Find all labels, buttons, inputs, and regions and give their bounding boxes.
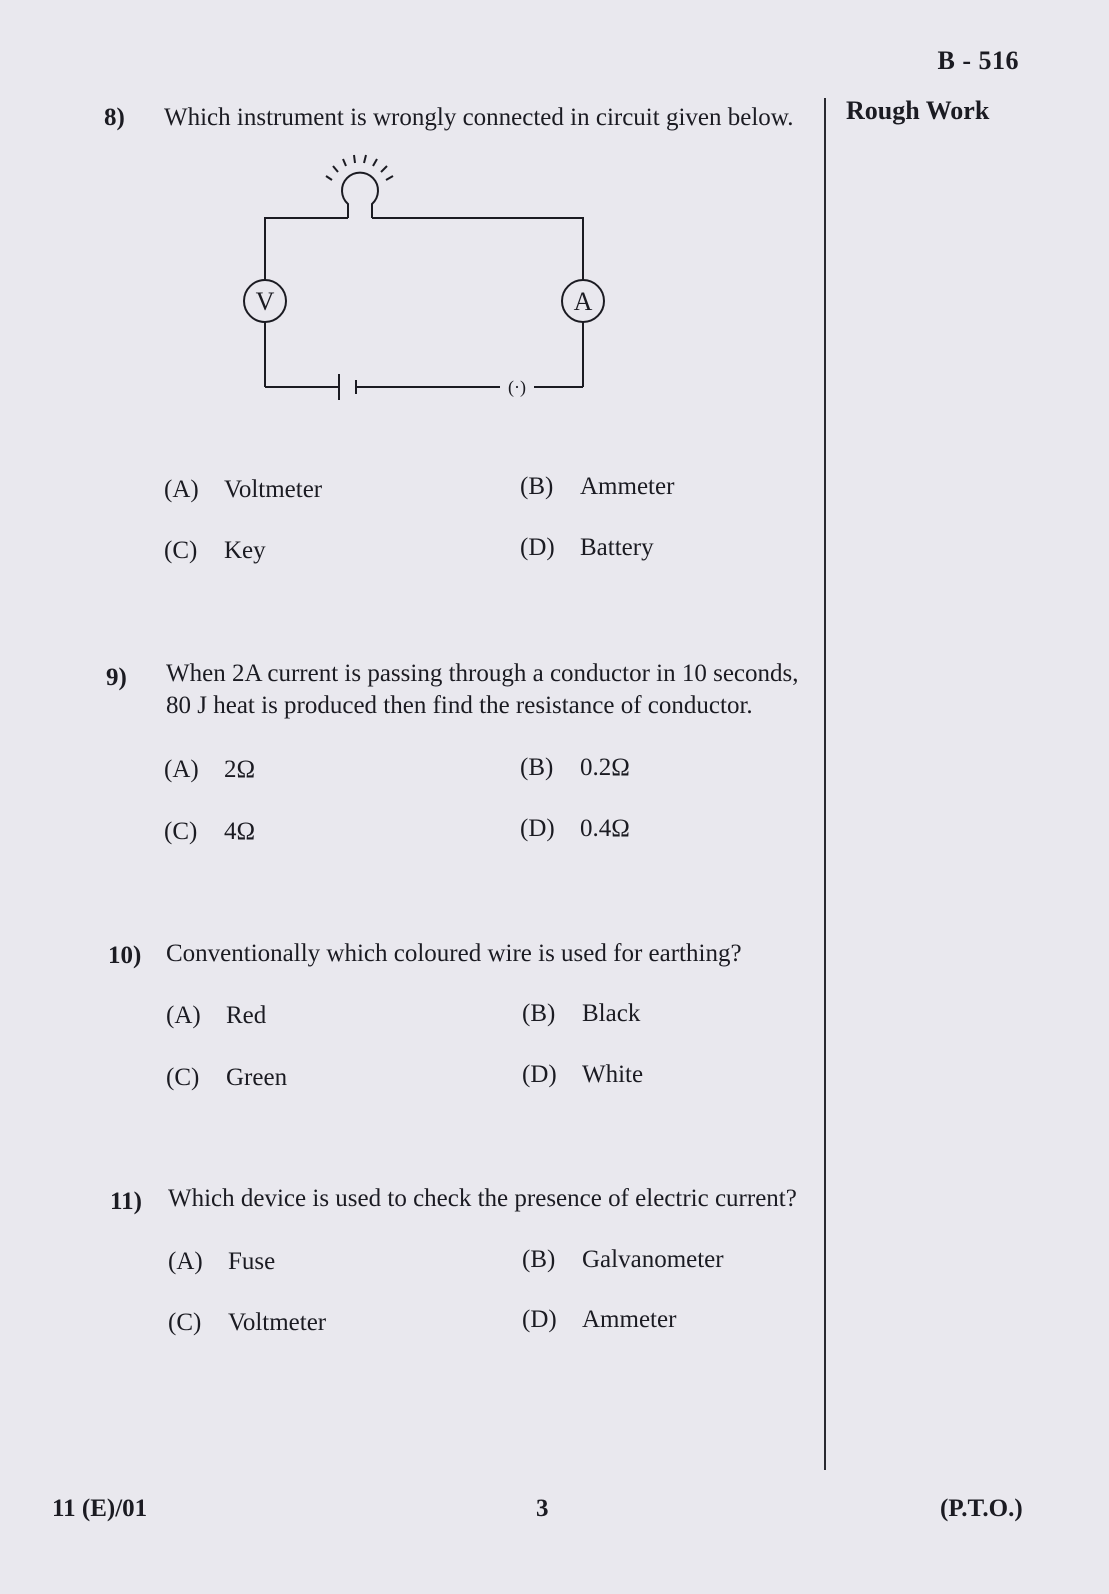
option-a[interactable] — [164, 756, 255, 784]
option-letter: (A) — [164, 476, 199, 503]
option-text: 0.4Ω — [580, 815, 630, 842]
option-letter: (C) — [164, 537, 198, 564]
option-text: Green — [226, 1064, 288, 1091]
option-letter: (D) — [522, 1061, 557, 1088]
option-d[interactable] — [520, 534, 654, 562]
option-text: Battery — [580, 534, 654, 561]
option-letter: (B) — [520, 754, 554, 781]
option-c[interactable] — [168, 1309, 326, 1337]
option-letter: (D) — [520, 815, 555, 842]
question-text-line-2: 80 J heat is produced then find the resistance of conductor. — [166, 692, 753, 719]
option-b[interactable] — [522, 1000, 640, 1028]
question-text: Which device is used to check the presence of electric current? — [168, 1185, 797, 1212]
option-text: Fuse — [228, 1248, 276, 1275]
option-letter: (C) — [166, 1064, 200, 1091]
option-text: 0.2Ω — [580, 754, 630, 781]
rough-work-divider — [824, 98, 826, 1470]
option-letter: (A) — [164, 756, 199, 783]
option-letter: (C) — [168, 1309, 202, 1336]
option-letter: (B) — [522, 1000, 556, 1027]
option-letter: (C) — [164, 818, 198, 845]
option-letter: (D) — [522, 1306, 557, 1333]
option-text: Ammeter — [582, 1306, 677, 1333]
ammeter-symbol — [562, 280, 604, 322]
option-text: Black — [582, 1000, 641, 1027]
option-b[interactable] — [520, 473, 674, 501]
paper-code: B - 516 — [937, 46, 1019, 75]
question-number: 8) — [104, 104, 125, 131]
option-c[interactable] — [164, 537, 266, 565]
option-text: 2Ω — [224, 756, 256, 783]
option-b[interactable] — [522, 1246, 724, 1274]
question-number: 9) — [106, 664, 127, 691]
question-number: 10) — [108, 942, 142, 969]
option-letter: (B) — [520, 473, 554, 500]
please-turn-over: (P.T.O.) — [940, 1495, 1023, 1522]
option-text: Red — [226, 1002, 267, 1029]
option-a[interactable] — [164, 476, 322, 504]
option-c[interactable] — [164, 818, 255, 846]
option-c[interactable] — [166, 1064, 287, 1092]
option-letter: (A) — [168, 1248, 203, 1275]
option-letter: (D) — [520, 534, 555, 561]
option-text: Voltmeter — [228, 1309, 327, 1336]
option-letter: (B) — [522, 1246, 556, 1273]
key-symbol: (·) — [508, 377, 526, 397]
option-text: Voltmeter — [224, 476, 323, 503]
option-a[interactable] — [168, 1248, 275, 1276]
option-text: 4Ω — [224, 818, 256, 845]
voltmeter-symbol — [244, 280, 286, 322]
question-number: 11) — [110, 1188, 142, 1215]
option-letter: (A) — [166, 1002, 201, 1029]
page-number: 3 — [536, 1495, 549, 1522]
question-text-line-1: When 2A current is passing through a conductor in 10 seconds, — [166, 660, 799, 687]
rough-work-heading: Rough Work — [846, 96, 990, 125]
option-text: Key — [224, 537, 266, 564]
circuit-diagram — [228, 150, 628, 410]
option-d[interactable] — [522, 1306, 676, 1334]
voltmeter-label: V — [255, 287, 275, 316]
option-b[interactable] — [520, 754, 630, 782]
option-d[interactable] — [520, 815, 630, 843]
question-text: Which instrument is wrongly connected in circuit given below. — [164, 104, 794, 131]
circuit-wires — [265, 218, 583, 387]
footer-paper-code: 11 (E)/01 — [52, 1495, 148, 1522]
question-text: Conventionally which coloured wire is used for earthing? — [166, 940, 742, 967]
option-d[interactable] — [522, 1061, 643, 1089]
option-text: White — [582, 1061, 644, 1088]
ammeter-label: A — [573, 287, 593, 316]
battery-icon — [339, 374, 356, 400]
option-text: Ammeter — [580, 473, 675, 500]
option-text: Galvanometer — [582, 1246, 724, 1273]
option-a[interactable] — [166, 1002, 266, 1030]
bulb-icon — [326, 155, 393, 218]
